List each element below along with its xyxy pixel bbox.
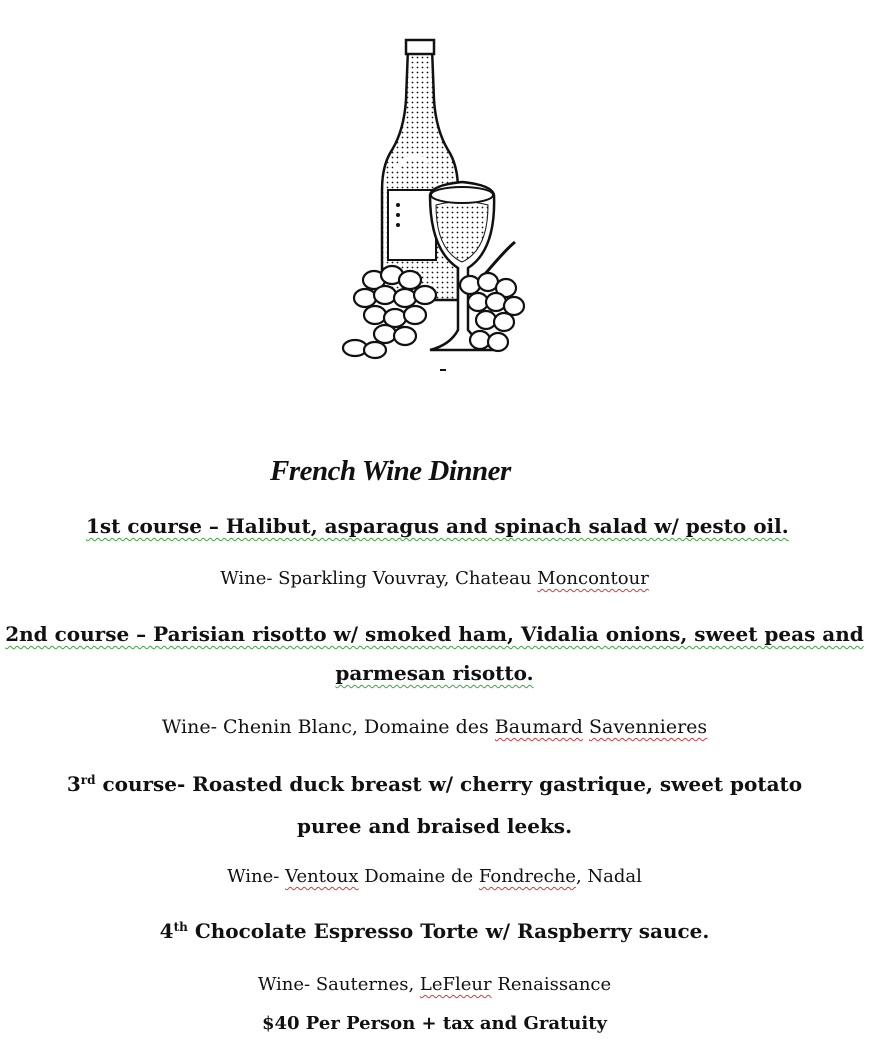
wine-2 (0, 716, 869, 738)
wine-1-name: Moncontour (537, 568, 649, 589)
wine-3-name-1: Ventoux (285, 866, 359, 887)
course-2-line-1 (0, 622, 869, 646)
course-1 (86, 514, 789, 538)
wine-4-suffix: Renaissance (491, 974, 612, 995)
wine-3-name-2: Fondreche (478, 866, 576, 887)
wine-2-prefix: Wine- Chenin Blanc, Domaine des (161, 716, 495, 738)
wine-3-suffix: , Nadal (575, 866, 642, 887)
wine-3-mid: Domaine de (358, 866, 479, 887)
wine-bottle-glass-grapes-icon (330, 30, 530, 375)
wine-2-name-1: Baumard (494, 716, 583, 738)
course-2-text-2: parmesan risotto. (335, 661, 534, 685)
wine-1-prefix: Wine- Sparkling Vouvray, Chateau (220, 568, 538, 589)
price-text: $40 Per Person + tax and Gratuity (261, 1013, 608, 1034)
course-4 (0, 919, 869, 943)
wine-4 (0, 974, 869, 995)
course-3-line-1 (0, 772, 869, 796)
course-4-num: 4 (159, 919, 174, 943)
course-3-line-2 (0, 814, 869, 838)
wine-3 (0, 866, 869, 887)
wine-4-prefix: Wine- Sauternes, (257, 974, 420, 995)
course-4-text: Chocolate Espresso Torte w/ Raspberry sauce. (187, 919, 710, 943)
price (0, 1013, 869, 1034)
course-1-text: 1st course – Halibut, asparagus and spinach salad w/ pesto oil. (86, 514, 789, 538)
course-3-num: 3 (66, 772, 81, 796)
course-3-text-2: puree and braised leeks. (296, 814, 573, 838)
course-3-sup: rd (80, 773, 96, 787)
wine-1 (0, 568, 869, 589)
wine-4-name: LeFleur (419, 974, 492, 995)
wine-2-name-2: Savennieres (588, 716, 708, 738)
wine-3-prefix: Wine- (227, 866, 286, 887)
course-4-sup: th (173, 920, 188, 934)
course-2-line-2 (0, 661, 869, 685)
menu-title: French Wine Dinner (270, 455, 511, 487)
course-2-text-1: 2nd course – Parisian risotto w/ smoked ham, Vidalia onions, sweet peas and (5, 622, 864, 646)
course-3-text-1: course- Roasted duck breast w/ cherry gastrique, sweet potato (95, 772, 803, 796)
